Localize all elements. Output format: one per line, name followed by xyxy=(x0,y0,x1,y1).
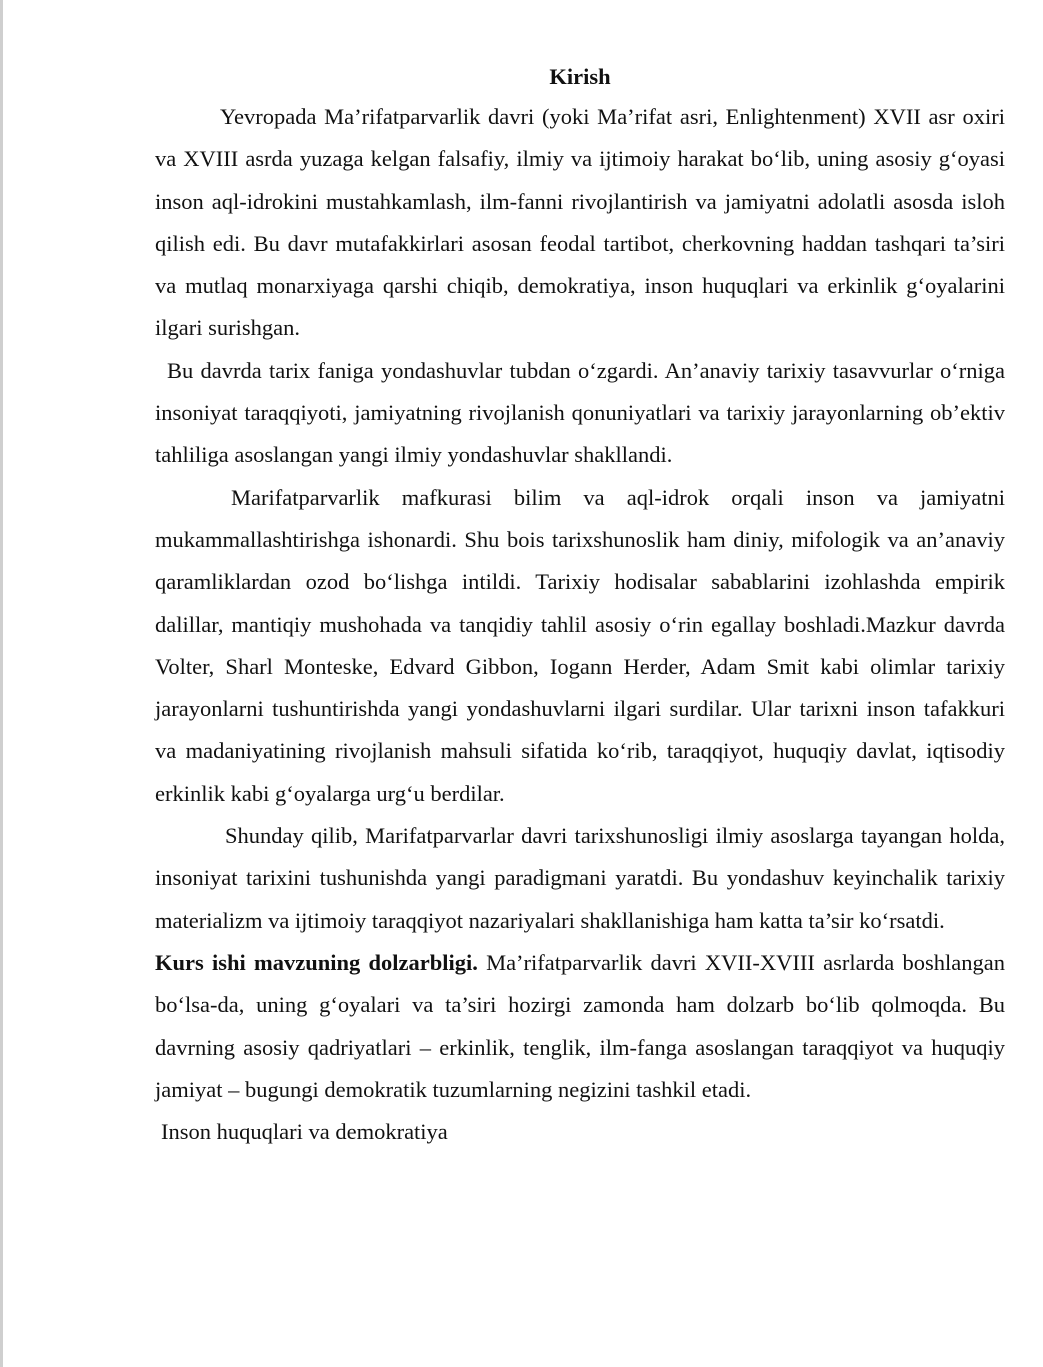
paragraph-1: Yevropada Ma’rifatparvarlik davri (yoki Ma’rifat asri, Enlightenment) XVII asr oxiri va XVIII asrda yuzaga kelgan falsafiy, ilmiy va ijtimoiy harakat bo‘lib, uning asosiy g‘oyasi inson aql-idrokini mustahkamlash, ilm-fanni rivojlantirish va jamiyatni adolatli asosda isloh qilish edi. Bu davr mutafakkirlari asosan feodal tartibot, cherkovning haddan tashqari ta’siri va mutlaq monarxiyaga qarshi chiqib, demokratiya, inson huquqlari va erkinlik g‘oyalarini ilgari surishgan. xyxy=(155,104,1005,341)
relevance-text: Ma’rifatparvarlik davri XVII-XVIII asrlarda boshlangan bo‘lsa-da, uning g‘oyalari va ta’siri hozirgi zamonda ham dolzarb bo‘lib qolmoqda. Bu davrning asosiy qadriyatlari – erkinlik, tenglik, ilm-fanga asoslangan taraqqiyot va huquqiy jamiyat – bugungi demokratik tuzumlarning negizini tashkil etadi. xyxy=(155,949,1005,1102)
paragraph-3: Marifatparvarlik mafkurasi bilim va aql-idrok orqali inson va jamiyatni mukammallashtirishga ishonardi. Shu bois tarixshunoslik ham diniy, mifologik va an’anaviy qaramliklardan ozod bo‘lishga intildi. Tarixiy hodisalar sabablarini izohlashda empirik dalillar, mantiqiy mushohada va tanqidiy tahlil asosiy o‘rin egallay boshladi.Mazkur davrda Volter, Sharl Monteske, Edvard Gibbon, Iogann Herder, Adam Smit kabi olimlar tarixiy jarayonlarni tushuntirishda yangi yondashuvlarni ilgari surdilar. Ular tarixni inson tafakkuri va madaniyatining rivojlanish mahsuli sifatida ko‘rib, taraqqiyot, huquqiy davlat, iqtisodiy erkinlik kabi g‘oyalarga urg‘u berdilar. xyxy=(155,484,1005,806)
document-page xyxy=(155,58,1005,1153)
paragraph-2: Bu davrda tarix faniga yondashuvlar tubdan o‘zgardi. An’anaviy tarixiy tasavvurlar o‘rniga insoniyat taraqqiyoti, jamiyatning rivojlanish qonuniyatlari va tarixiy jarayonlarning ob’ektiv tahliliga asoslangan yangi ilmiy yondashuvlar shakllandi. xyxy=(155,357,1005,468)
relevance-paragraph xyxy=(155,942,1005,1111)
document-title: Kirish xyxy=(549,64,611,89)
page-left-edge xyxy=(0,0,3,1367)
paragraph-4: Shunday qilib, Marifatparvarlar davri tarixshunosligi ilmiy asoslarga tayangan holda, insoniyat tarixini tushunishda yangi paradigmani yaratdi. Bu yondashuv keyinchalik tarixiy materializm va ijtimoiy taraqqiyot nazariyalari shakllanishiga ham katta ta’sir ko‘rsatdi. xyxy=(155,823,1005,933)
relevance-heading: Kurs ishi mavzuning dolzarbligi. xyxy=(155,949,478,975)
final-line: Inson huquqlari va demokratiya xyxy=(161,1119,448,1145)
